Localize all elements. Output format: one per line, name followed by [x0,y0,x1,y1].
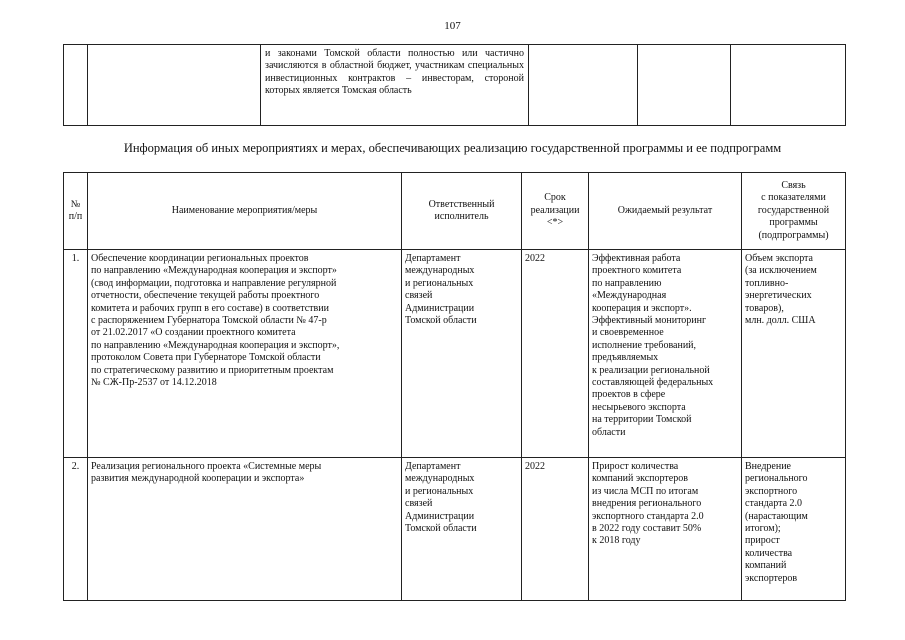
row-term: 2022 [522,250,589,458]
empty-cell [731,45,846,126]
section-title: Информация об иных мероприятиях и мерах, обеспечивающих реализацию государственной программы и ее подпрограмм [123,141,782,155]
row-name: Обеспечение координации региональных проектов по направлению «Международная кооперация и экспорт» (свод информации, подготовка и направление регулярной отчетности, обеспечение текущей работы проектного комитета и рабочих групп в его составе) в соответствии с распоряжением Губернатора Томской области № 47-р от 21.02.2017 «О создании проектного комитета по направлению «Международная кооперация и экспорт», протоколом Совета при Губернаторе Томской области по стратегическому развитию и приоритетным проектам № СЖ-Пр-2537 от 14.12.2018 [88,250,402,458]
empty-cell [64,45,88,126]
empty-cell [529,45,638,126]
measures-table [63,172,846,601]
header-name: Наименование мероприятия/меры [88,173,402,250]
continued-text-cell: и законами Томской области полностью или частично зачисляются в областной бюджет, участникам специальных инвестиционных контрактов – инвесторам, стороной которых является Томская область [261,45,529,126]
page-number: 107 [444,20,461,32]
row-link: Внедрение регионального экспортного стандарта 2.0 (нарастающим итогом); прирост количества компаний экспортеров [742,458,846,601]
table-header-row [64,173,846,250]
row-link: Объем экспорта (за исключением топливно- энергетических товаров), млн. долл. США [742,250,846,458]
row-result: Прирост количества компаний экспортеров из числа МСП по итогам внедрения регионального экспортного стандарта 2.0 в 2022 году составит 50% к 2018 году [589,458,742,601]
header-result: Ожидаемый результат [589,173,742,250]
header-term: Срок реализации <*> [522,173,589,250]
table-row [64,250,846,458]
continued-table-fragment [63,44,846,126]
row-num: 1. [64,250,88,458]
row-result: Эффективная работа проектного комитета по направлению «Международная кооперация и экспорт». Эффективный мониторинг и своевременное исполнение требований, предъявляемых к реализации региональной составляющей федеральных проектов в сфере несырьевого экспорта на территории Томской области [589,250,742,458]
row-num: 2. [64,458,88,601]
header-num: № п/п [64,173,88,250]
table-row [64,45,846,126]
row-executor: Департамент международных и региональных связей Администрации Томской области [402,250,522,458]
header-link: Связь с показателями государственной программы (подпрограммы) [742,173,846,250]
row-name: Реализация регионального проекта «Системные меры развития международной кооперации и экспорта» [88,458,402,601]
empty-cell [638,45,731,126]
header-executor: Ответственный исполнитель [402,173,522,250]
empty-cell [88,45,261,126]
row-executor: Департамент международных и региональных связей Администрации Томской области [402,458,522,601]
row-term: 2022 [522,458,589,601]
table-row [64,458,846,601]
